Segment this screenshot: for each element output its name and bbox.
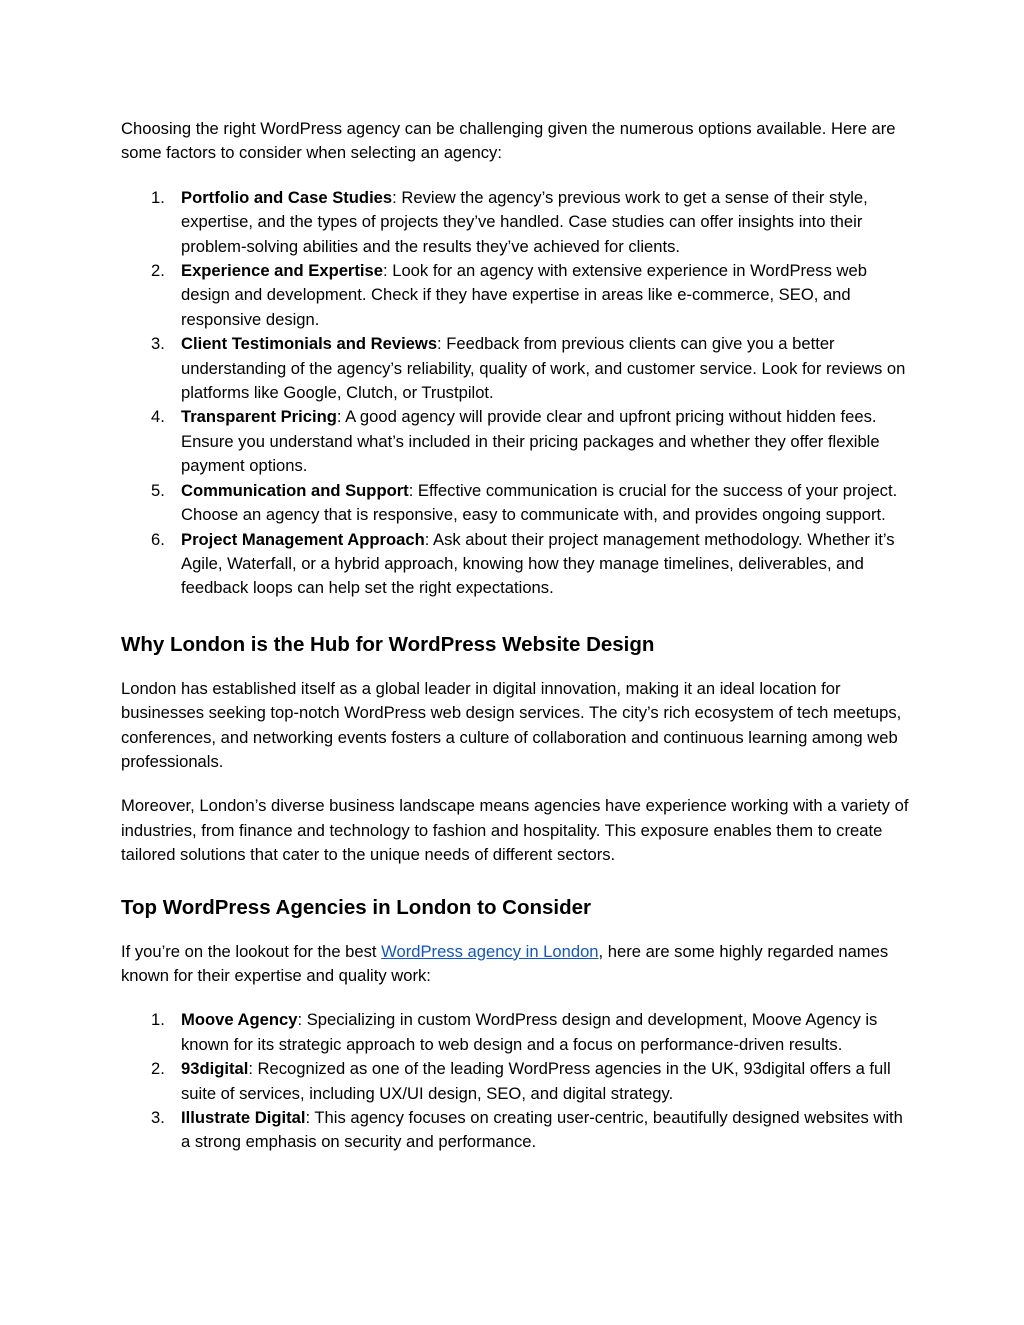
list-number: 5. [151, 480, 165, 500]
list-item-text: : Specializing in custom WordPress design and development, Moove Agency is known for its strategic approach to web design and a focus on performance-driven results. [181, 1010, 878, 1054]
list-number: 1. [151, 187, 165, 207]
list-number: 2. [151, 261, 165, 281]
list-item [121, 259, 911, 332]
list-item [121, 1106, 911, 1155]
list-number: 3. [151, 334, 165, 354]
list-item-title: Portfolio and Case Studies [181, 187, 393, 207]
list-item-text: : Review the agency’s previous work to get a sense of their style, expertise, and the types of projects they’ve handled. Case studies can offer insights into their problem-solving abilities and the results they’ve achieved for clients. [181, 187, 868, 256]
list-item [121, 186, 911, 259]
list-item [121, 528, 911, 601]
list-item [121, 479, 911, 528]
list-item-title: 93digital [181, 1059, 249, 1079]
list-item-text: : Effective communication is crucial for the success of your project. Choose an agency that is responsive, easy to communicate with, and provides ongoing support. [181, 480, 898, 525]
factors-list [121, 186, 911, 601]
list-item-text: : A good agency will provide clear and upfront pricing without hidden fees. Ensure you understand what’s included in their pricing packages and whether they offer flexible payment options. [181, 407, 880, 476]
list-item-text: : Look for an agency with extensive experience in WordPress web design and development. Check if they have expertise in areas like e-commerce, SEO, and responsive design. [181, 261, 867, 329]
top-intro-before: If you’re on the lookout for the best [121, 941, 382, 961]
list-item-text: : Feedback from previous clients can give you a better understanding of the agency’s reliability, quality of work, and customer service. Look for reviews on platforms like Google, Clutch, or Trustpilot. [181, 334, 906, 403]
list-item [121, 405, 911, 478]
list-item-text: : Recognized as one of the leading WordPress agencies in the UK, 93digital offers a full suite of services, including UX/UI design, SEO, and digital strategy. [181, 1059, 891, 1103]
list-item-title: Communication and Support [181, 480, 409, 500]
section-heading-top-agencies: Top WordPress Agencies in London to Consider [121, 895, 592, 919]
why-london-paragraph-2: Moreover, London’s diverse business landscape means agencies have experience working with a variety of industries, from finance and technology to fashion and hospitality. This exposure enables them to create tailored solutions that cater to the unique needs of different sectors. [121, 796, 909, 865]
list-item-text: : This agency focuses on creating user-centric, beautifully designed websites with a strong emphasis on security and performance. [181, 1108, 903, 1152]
list-item [121, 332, 911, 405]
top-intro-after: , here are some highly regarded names known for their expertise and quality work: [121, 941, 889, 985]
section-heading-why-london: Why London is the Hub for WordPress Website Design [121, 632, 655, 656]
list-item-title: Transparent Pricing [181, 407, 337, 427]
document-page [121, 117, 911, 1155]
intro-paragraph: Choosing the right WordPress agency can be challenging given the numerous options available. Here are some factors to consider when selecting an agency: [121, 119, 896, 163]
agencies-list [121, 1008, 911, 1154]
list-item-title: Experience and Expertise [181, 261, 383, 281]
list-number: 1. [151, 1010, 165, 1030]
list-item-text: : Ask about their project management methodology. Whether it’s Agile, Waterfall, or a hybrid approach, knowing how they manage timelines, deliverables, and feedback loops can help set the right expectations. [181, 529, 895, 598]
list-number: 4. [151, 407, 165, 427]
top-agencies-intro [121, 940, 911, 989]
list-item-title: Client Testimonials and Reviews [181, 334, 438, 354]
list-number: 6. [151, 529, 165, 549]
wordpress-agency-london-link[interactable]: WordPress agency in London [381, 941, 599, 961]
list-item [121, 1008, 911, 1057]
list-item-title: Illustrate Digital [181, 1108, 306, 1127]
list-number: 2. [151, 1059, 165, 1079]
list-item [121, 1057, 911, 1106]
list-item-title: Project Management Approach [181, 529, 425, 549]
why-london-paragraph-1: London has established itself as a global leader in digital innovation, making it an ideal location for businesses seeking top-notch WordPress web design services. The city’s rich ecosystem of tech meetups, conferences, and networking events fosters a culture of collaboration and continuous learning among web professionals. [121, 678, 902, 771]
list-number: 3. [151, 1108, 165, 1127]
list-item-title: Moove Agency [181, 1010, 298, 1030]
